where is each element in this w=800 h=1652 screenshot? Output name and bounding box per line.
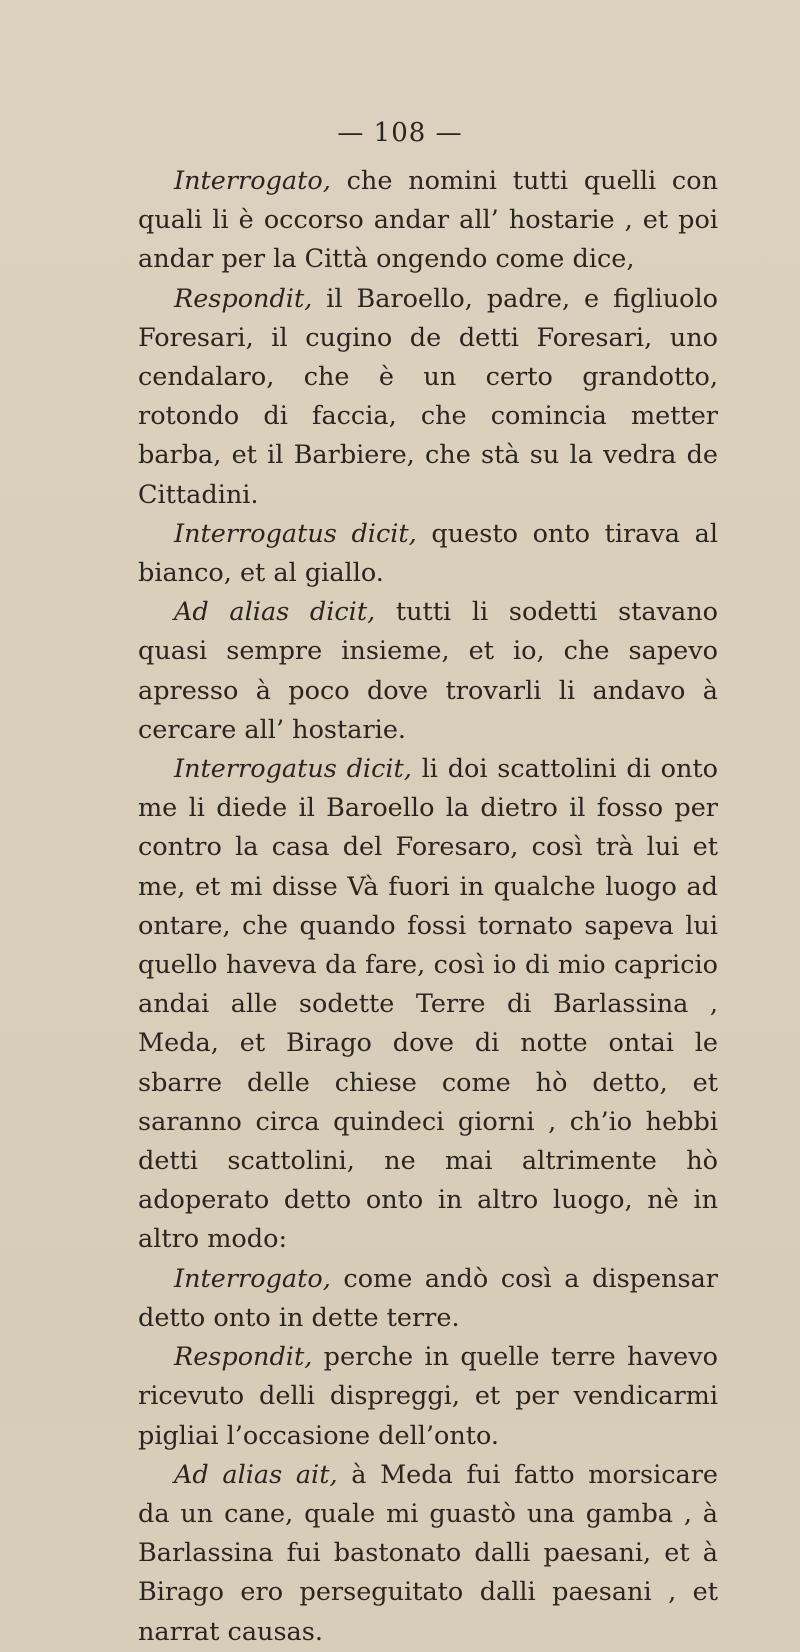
paragraph-text: che nomini tutti quelli con quali li è occorso andar all’ hostarie , et poi andar per la Città ongendo come dice, — [138, 166, 718, 275]
paragraph-lead: Interrogatus dicit, — [174, 518, 417, 549]
paragraph — [138, 162, 718, 280]
paragraph-text: perche in quelle terre havevo ricevuto delli dispreggi, et per vendicarmi pigliai l’occasione dell’onto. — [138, 1342, 718, 1451]
paragraph-text: tutti li sodetti stavano quasi sempre insieme, et io, che sapevo apresso à poco dove trovarli li andavo à cercare all’ hostarie. — [138, 597, 718, 745]
page-body — [138, 162, 718, 1652]
paragraph — [138, 750, 718, 1260]
paragraph — [138, 1338, 718, 1456]
paragraph-lead: Interrogato, — [174, 1263, 331, 1294]
paragraph-text: à Meda fui fatto morsicare da un cane, quale mi guastò una gamba , à Barlassina fui bastonato dalli paesani, et à Birago ero perseguitato dalli paesani , et narrat causas. — [138, 1459, 718, 1647]
paragraph-text: come andò così a dispensar detto onto in dette terre. — [138, 1263, 718, 1333]
paragraph-lead: Ad alias dicit, — [174, 597, 376, 628]
paragraph — [138, 1260, 718, 1338]
paragraph-lead: Respondit, — [174, 1342, 313, 1373]
paragraph — [138, 593, 718, 750]
paragraph-text: li doi scattolini di onto me li diede il Baroello la dietro il fosso per contro la casa del Foresaro, così trà lui et me, et mi disse Và fuori in qualche luogo ad ontare, che quando fossi tornato sapeva lui quello haveva da fare, così io di mio capricio andai alle sodette Terre di Barlassina , Meda, et Birago dove di notte ontai le sbarre delle chiese come hò detto, et saranno circa quindeci giorni , ch’io hebbi detti scattolini, ne mai altrimente hò adoperato detto onto in altro luogo, nè in altro modo: — [138, 754, 718, 1255]
paragraph-text: questo onto tirava al bianco, et al giallo. — [138, 518, 718, 589]
paragraph — [138, 280, 718, 515]
paragraph-lead: Respondit, — [174, 283, 313, 314]
paragraph-text: il Baroello, padre, e figliuolo Foresari, il cugino de detti Foresari, uno cendalaro, che è un certo grandotto, rotondo di faccia, che comincia metter barba, et il Barbiere, che stà su la vedra de Cittadini. — [138, 283, 718, 510]
paragraph — [138, 1456, 718, 1652]
paragraph-lead: Interrogatus dicit, — [174, 754, 412, 785]
paragraph — [138, 515, 718, 593]
page-number: — 108 — — [337, 118, 463, 148]
paragraph-lead: Interrogato, — [174, 166, 331, 196]
paragraph-lead: Ad alias ait, — [174, 1459, 338, 1490]
